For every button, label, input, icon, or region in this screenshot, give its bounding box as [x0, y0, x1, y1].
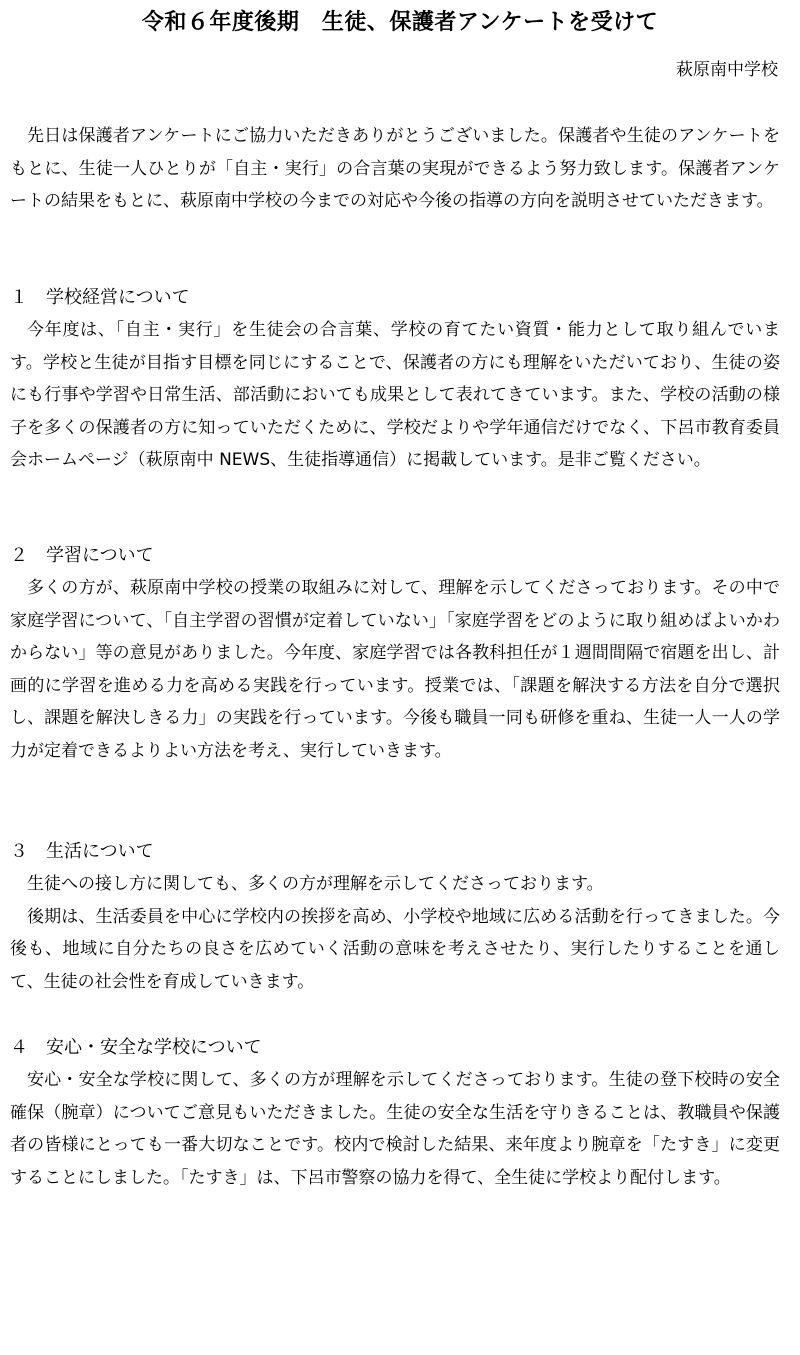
section-title: 生活について [46, 841, 154, 862]
section-heading [10, 282, 780, 314]
section-title: 学校経営について [46, 287, 190, 308]
document-title: 令和６年度後期 生徒、保護者アンケートを受けて [141, 10, 659, 35]
section-title: 安心・安全な学校について [46, 1037, 262, 1058]
section-number: ４ [10, 1037, 28, 1058]
section-daily-life [10, 836, 780, 998]
section-number: ２ [10, 545, 28, 566]
section-title: 学習について [46, 545, 154, 566]
section-school-management [10, 282, 780, 477]
section-learning [10, 540, 780, 767]
school-name: 萩原南中学校 [676, 60, 778, 80]
section-number: ３ [10, 841, 28, 862]
section-paragraph: 後期は、生活委員を中心に学校内の挨拶を高め、小学校や地域に広める活動を行ってきました。今後も、地域に自分たちの良さを広めていく活動の意味を考えさせたり、実行したりすることを通して、生徒の社会性を育成していきます。 [10, 906, 780, 992]
section-heading [10, 1032, 780, 1064]
intro-section [10, 120, 780, 218]
section-paragraph: 多くの方が、萩原南中学校の授業の取組みに対して、理解を示してくださっております。その中で家庭学習について、「自主学習の習慣が定着していない」「家庭学習をどのように取り組めばよいかわからない」等の意見がありました。今年度、家庭学習では各教科担任が１週間間隔で宿題を出し、計画的に学習を進める力を高める実践を行っています。授業では、「課題を解決する方法を自分で選択し、課題を解決しきる力」の実践を行っています。今後も職員一同も研修を重ね、生徒一人一人の学力が定着できるよりよい方法を考え、実行していきます。 [10, 578, 780, 761]
section-safety [10, 1032, 780, 1194]
section-heading [10, 836, 780, 868]
section-heading [10, 540, 780, 572]
section-paragraph: 安心・安全な学校に関して、多くの方が理解を示してくださっております。生徒の登下校時の安全確保（腕章）についてご意見もいただきました。生徒の安全な生活を守りきることは、教職員や保護者の皆様にとっても一番大切なことです。校内で検討した結果、来年度より腕章を「たすき」に変更することにしました。「たすき」は、下呂市警察の協力を得て、全生徒に学校より配付します。 [10, 1070, 780, 1188]
section-paragraph: 今年度は、「自主・実行」を生徒会の合言葉、学校の育てたい資質・能力として取り組んでいます。学校と生徒が目指す目標を同じにすることで、保護者の方にも理解をいただいており、生徒の姿にも行事や学習や日常生活、部活動においても成果として表れてきています。また、学校の活動の様子を多くの保護者の方に知っていただくために、学校だよりや学年通信だけでなく、下呂市教育委員会ホームページ（萩原南中 NEWS、生徒指導通信）に掲載しています。是非ご覧ください。 [10, 320, 780, 470]
intro-paragraph: 先日は保護者アンケートにご協力いただきありがとうございました。保護者や生徒のアンケートをもとに、生徒一人ひとりが「自主・実行」の合言葉の実現ができるよう努力致します。保護者アンケートの結果をもとに、萩原南中学校の今までの対応や今後の指導の方向を説明させていただきます。 [10, 126, 780, 211]
section-paragraph: 生徒への接し方に関しても、多くの方が理解を示してくださっております。 [27, 874, 604, 894]
section-number: １ [10, 287, 28, 308]
